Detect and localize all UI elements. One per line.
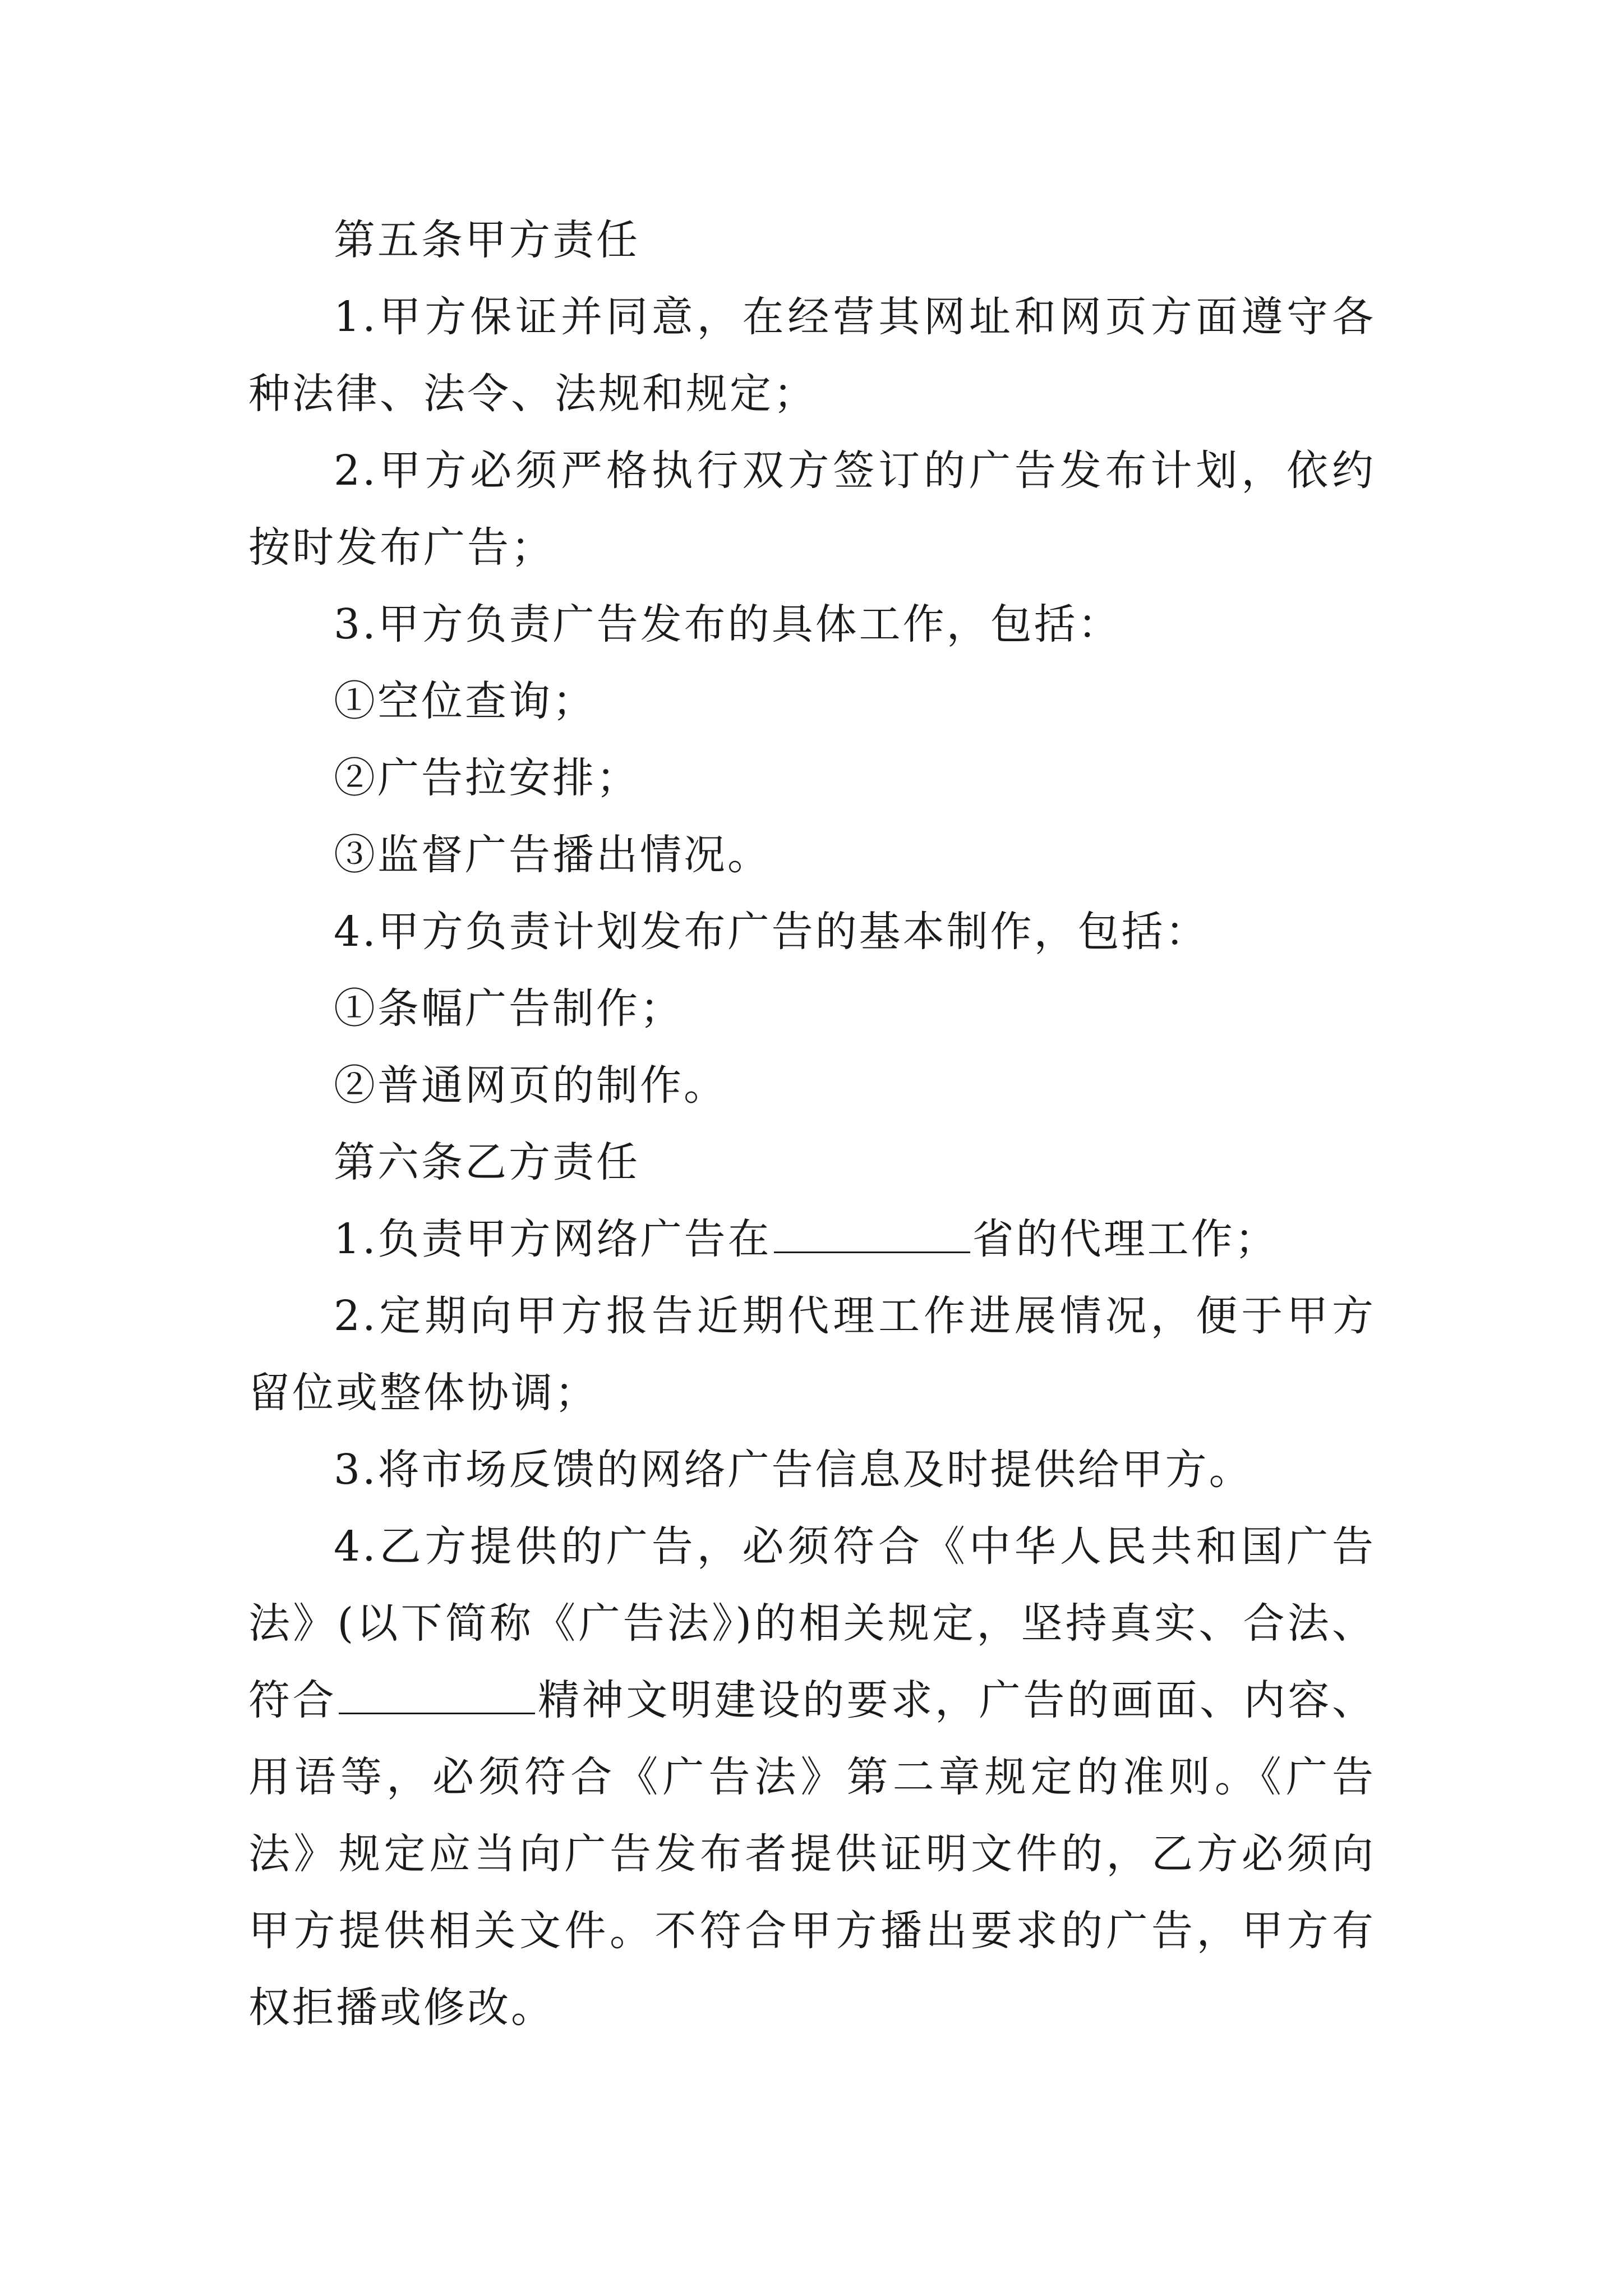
fill-in-blank-spirit <box>339 1712 535 1714</box>
article-5-item-1: 1.甲方保证并同意，在经营其网址和网页方面遵守各种法律、法令、法规和规定； <box>248 293 1376 418</box>
article-6-item-4-text-b: 精神文明建设的要求，广告的画面、内容、用语等，必须符合《广告法》第二章规定的准则。《广告法》规定应当向广告发布者提供证明文件的，乙方必须向甲方提供相关文件。不符合甲方播出要求的广告，甲方有权拒播或修改。 <box>248 1676 1376 2032</box>
document-body <box>248 202 1376 2046</box>
article-5-item-4-sub-2: ②普通网页的制作。 <box>334 1061 727 1110</box>
article-6-item-1-text-b: 省的代理工作； <box>972 1215 1279 1263</box>
article-5-title: 第五条甲方责任 <box>334 216 640 264</box>
article-5-item-3-sub-2: ②广告拉安排； <box>334 754 640 802</box>
article-6-title: 第六条乙方责任 <box>334 1138 640 1186</box>
article-6-item-2: 2.定期向甲方报告近期代理工作进展情况，便于甲方留位或整体协调； <box>248 1292 1376 1417</box>
article-5-item-2: 2.甲方必须严格执行双方签订的广告发布计划，依约按时发布广告； <box>248 447 1376 572</box>
article-5-item-3-sub-1: ①空位查询； <box>334 677 596 725</box>
article-6-item-1-text-a: 1.负责甲方网络广告在 <box>334 1215 772 1263</box>
article-5-item-3: 3.甲方负责广告发布的具体工作，包括： <box>334 600 1122 648</box>
article-6-item-3: 3.将市场反馈的网络广告信息及时提供给甲方。 <box>334 1446 1253 1494</box>
article-6-item-4 <box>248 1508 1376 2046</box>
article-6-item-1 <box>248 1201 1376 1278</box>
article-5-item-4: 4.甲方负责计划发布广告的基本制作，包括： <box>334 908 1209 956</box>
fill-in-blank-province <box>774 1251 970 1253</box>
article-5-item-3-sub-3: ③监督广告播出情况。 <box>334 831 771 879</box>
article-6-item-4-text-a: 4.乙方提供的广告，必须符合《中华人民共和国广告法》(以下简称《广告法》)的相关规定，坚持真实、合法、符合 <box>248 1522 1376 1724</box>
article-5-item-4-sub-1: ①条幅广告制作； <box>334 984 684 1033</box>
